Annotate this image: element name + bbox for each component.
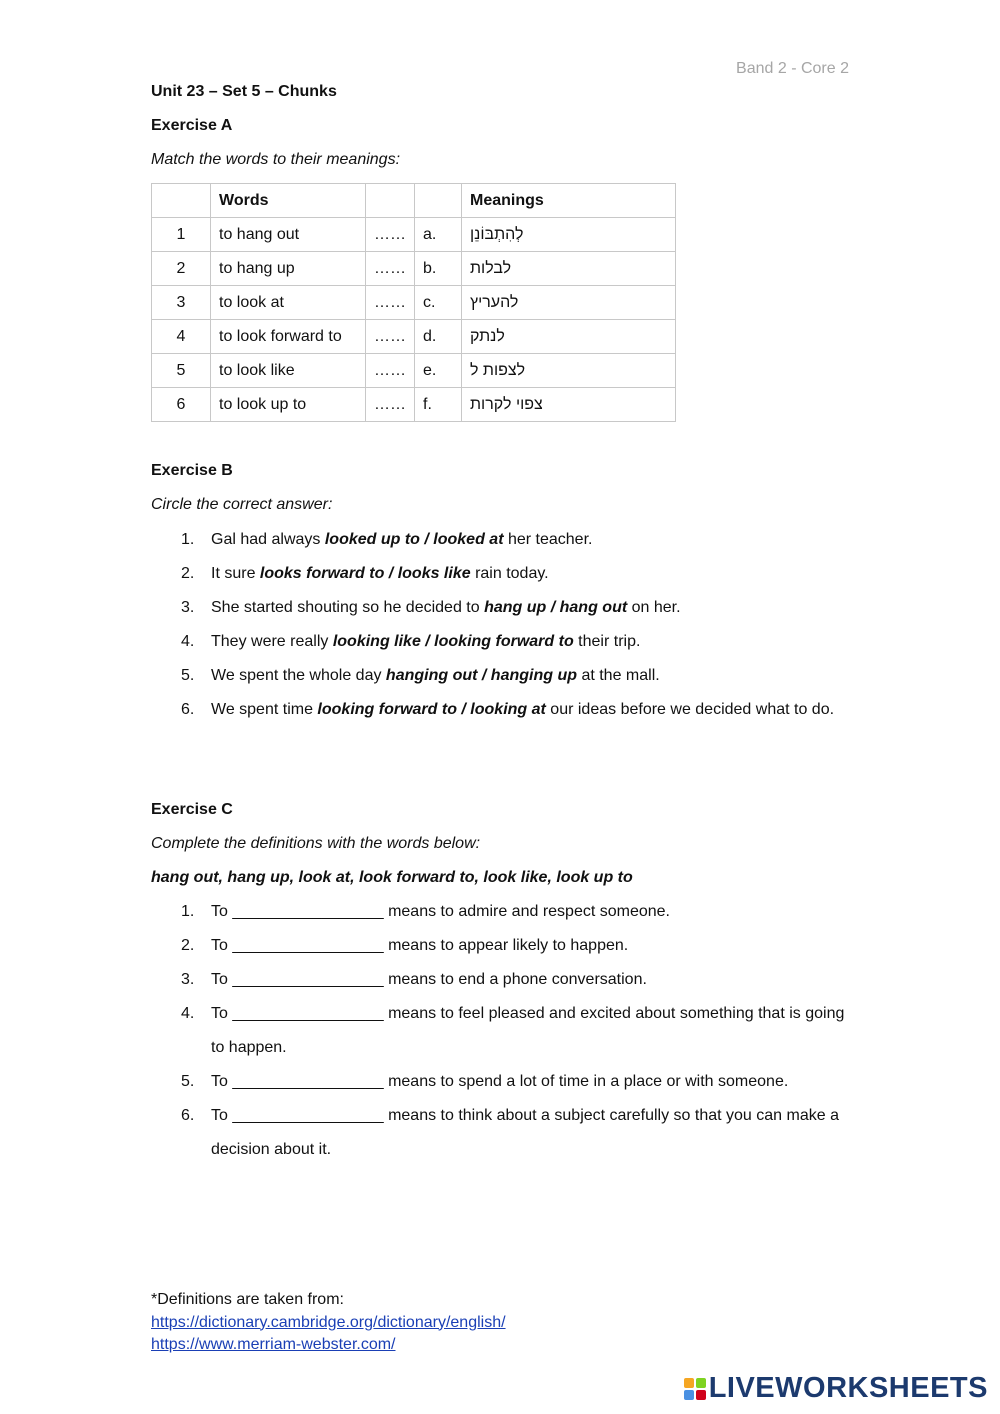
exercise-c-instruction: Complete the definitions with the words below: xyxy=(151,835,481,852)
row-word: to look like xyxy=(211,354,366,388)
exercise-c-heading: Exercise C xyxy=(151,801,233,818)
logo-squares-icon xyxy=(684,1378,706,1400)
answer-blank[interactable]: …… xyxy=(366,286,415,320)
item-number: 5. xyxy=(181,667,195,684)
sentence-start: We spent the whole day xyxy=(211,667,386,684)
table-header-row xyxy=(152,184,676,218)
sentence-end: our ideas before we decided what to do. xyxy=(545,701,835,718)
logo-text: LIVEWORKSHEETS xyxy=(708,1372,988,1404)
row-number: 6 xyxy=(152,388,211,422)
list-item xyxy=(151,523,851,557)
logo-square xyxy=(696,1378,706,1388)
row-meaning: לבלות xyxy=(462,252,676,286)
row-word: to hang out xyxy=(211,218,366,252)
row-word: to hang up xyxy=(211,252,366,286)
row-letter: f. xyxy=(415,388,462,422)
item-number: 4. xyxy=(181,1005,195,1022)
footer-sources xyxy=(151,1289,506,1357)
answer-blank[interactable]: …… xyxy=(366,388,415,422)
exercise-a-heading: Exercise A xyxy=(151,117,233,134)
logo-square xyxy=(696,1390,706,1400)
row-word: to look at xyxy=(211,286,366,320)
exercise-a-instruction: Match the words to their meanings: xyxy=(151,151,401,168)
list-item xyxy=(151,1065,851,1099)
answer-blank[interactable]: …… xyxy=(366,320,415,354)
definition-text[interactable]: To _________________ means to admire and respect someone. xyxy=(211,903,670,920)
definition-text[interactable]: To _________________ means to feel pleased and excited about something that is going to happen. xyxy=(211,1005,845,1056)
sentence-start: It sure xyxy=(211,565,260,582)
header-answer-cell xyxy=(366,184,415,218)
sentence-start: They were really xyxy=(211,633,333,650)
worksheet-title: Unit 23 – Set 5 – Chunks xyxy=(151,83,337,100)
list-item xyxy=(151,1099,851,1167)
row-meaning: לנתק xyxy=(462,320,676,354)
sentence-start: We spent time xyxy=(211,701,318,718)
liveworksheets-logo xyxy=(684,1372,988,1405)
list-item xyxy=(151,693,851,727)
list-item xyxy=(151,895,851,929)
logo-square xyxy=(684,1390,694,1400)
row-number: 5 xyxy=(152,354,211,388)
row-letter: d. xyxy=(415,320,462,354)
answer-choice[interactable]: looks forward to / looks like xyxy=(259,565,471,582)
header-meanings: Meanings xyxy=(462,184,676,218)
definition-text[interactable]: To _________________ means to end a phone conversation. xyxy=(211,971,647,988)
item-number: 1. xyxy=(181,531,195,548)
list-item xyxy=(151,929,851,963)
band-label: Band 2 - Core 2 xyxy=(736,60,849,77)
list-item xyxy=(151,997,851,1065)
answer-blank[interactable]: …… xyxy=(366,218,415,252)
exercise-b-instruction: Circle the correct answer: xyxy=(151,496,333,513)
item-number: 2. xyxy=(181,937,195,954)
table-row xyxy=(152,252,676,286)
logo-square xyxy=(684,1378,694,1388)
answer-choice[interactable]: looking forward to / looking at xyxy=(317,701,546,718)
sentence-start: She started shouting so he decided to xyxy=(211,599,485,616)
footer-note: *Definitions are taken from: xyxy=(151,1291,344,1308)
item-number: 3. xyxy=(181,599,195,616)
table-row xyxy=(152,354,676,388)
row-number: 4 xyxy=(152,320,211,354)
table-row xyxy=(152,388,676,422)
row-meaning: להעריץ xyxy=(462,286,676,320)
row-number: 1 xyxy=(152,218,211,252)
item-number: 6. xyxy=(181,701,195,718)
item-number: 4. xyxy=(181,633,195,650)
list-item xyxy=(151,591,851,625)
item-number: 6. xyxy=(181,1107,195,1124)
sentence-end: rain today. xyxy=(470,565,549,582)
header-num-cell xyxy=(152,184,211,218)
header-letter-cell xyxy=(415,184,462,218)
sentence-end: her teacher. xyxy=(503,531,593,548)
item-number: 3. xyxy=(181,971,195,988)
answer-blank[interactable]: …… xyxy=(366,252,415,286)
list-item xyxy=(151,557,851,591)
definition-text[interactable]: To _________________ means to spend a lot of time in a place or with someone. xyxy=(211,1073,789,1090)
table-row xyxy=(152,286,676,320)
list-item xyxy=(151,625,851,659)
item-number: 5. xyxy=(181,1073,195,1090)
row-word: to look up to xyxy=(211,388,366,422)
sentence-start: Gal had always xyxy=(211,531,325,548)
row-meaning: צפוי לקרות xyxy=(462,388,676,422)
row-meaning: לצפות ל xyxy=(462,354,676,388)
row-meaning: לְהִתְבּוֹנֵן xyxy=(462,218,676,252)
row-number: 2 xyxy=(152,252,211,286)
definition-text[interactable]: To _________________ means to think about a subject carefully so that you can make a decision about it. xyxy=(211,1107,839,1158)
list-item xyxy=(151,659,851,693)
list-item xyxy=(151,963,851,997)
item-number: 2. xyxy=(181,565,195,582)
exercise-b-list xyxy=(151,523,851,727)
table-row xyxy=(152,320,676,354)
row-letter: c. xyxy=(415,286,462,320)
table-row xyxy=(152,218,676,252)
item-number: 1. xyxy=(181,903,195,920)
row-letter: a. xyxy=(415,218,462,252)
answer-choice[interactable]: looking like / looking forward to xyxy=(332,633,574,650)
exercise-b-heading: Exercise B xyxy=(151,462,233,479)
merriam-webster-link[interactable]: https://www.merriam-webster.com/ xyxy=(151,1336,396,1353)
row-letter: e. xyxy=(415,354,462,388)
definition-text[interactable]: To _________________ means to appear likely to happen. xyxy=(211,937,629,954)
exercise-c-list xyxy=(151,895,851,1167)
sentence-end: their trip. xyxy=(573,633,641,650)
sentence-end: on her. xyxy=(627,599,681,616)
cambridge-link[interactable]: https://dictionary.cambridge.org/dictionary/english/ xyxy=(151,1313,506,1331)
row-word: to look forward to xyxy=(211,320,366,354)
answer-blank[interactable]: …… xyxy=(366,354,415,388)
answer-choice[interactable]: looked up to / looked at xyxy=(324,531,504,548)
row-letter: b. xyxy=(415,252,462,286)
answer-choice[interactable]: hang up / hang out xyxy=(484,599,628,616)
word-bank: hang out, hang up, look at, look forward to, look like, look up to xyxy=(151,869,633,886)
sentence-end: at the mall. xyxy=(577,667,660,684)
matching-table xyxy=(151,183,676,422)
answer-choice[interactable]: hanging out / hanging up xyxy=(385,667,577,684)
header-words: Words xyxy=(211,184,366,218)
row-number: 3 xyxy=(152,286,211,320)
